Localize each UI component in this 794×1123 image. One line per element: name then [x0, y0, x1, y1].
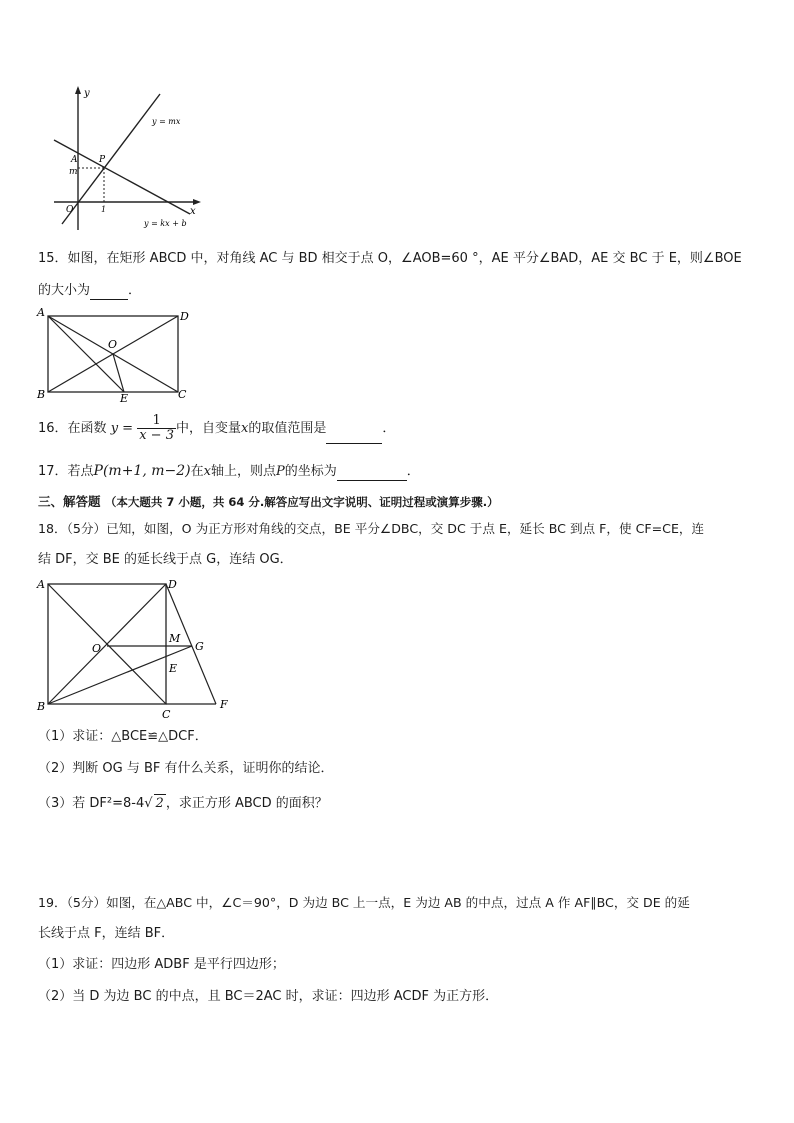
label-point-P: P: [99, 155, 106, 165]
q18-part2: （2）判断 OG 与 BF 有什么关系，证明你的结论．: [38, 761, 334, 776]
section-note: （本大题共 7 小题，共 64 分.解答应写出文字说明、证明过程或演算步骤.）: [104, 495, 499, 509]
q16-answer-blank[interactable]: [326, 429, 382, 444]
q16-text: [38, 414, 395, 444]
q16-var-x: x: [240, 421, 249, 436]
label-E: E: [169, 662, 178, 675]
q16-fraction-numerator: 1: [137, 414, 176, 429]
q17-text: [38, 462, 420, 481]
label-A: A: [37, 578, 45, 591]
q19-part1: （1）求证：四边形 ADBF 是平行四边形；: [38, 957, 285, 972]
q17-var-x: x: [203, 464, 211, 479]
label-m: m: [69, 167, 78, 177]
label-G: G: [195, 640, 204, 653]
q17-answer-blank[interactable]: [337, 466, 407, 481]
q15-text-line2: [38, 282, 141, 300]
label-B: B: [37, 700, 46, 713]
label-point-A: A: [71, 155, 78, 165]
label-A: A: [37, 306, 45, 319]
label-F: F: [220, 698, 228, 711]
label-D: D: [180, 310, 189, 323]
coordinate-graph-figure: [48, 84, 208, 232]
q18-text-line2: 结 DF，交 BE 的延长线于点 G，连结 OG．: [38, 552, 293, 567]
label-C: C: [162, 708, 171, 721]
q15-prefix: 的大小为: [38, 283, 91, 298]
label-line-kxb: y = kx + b: [144, 219, 187, 228]
q16-suffix: 的取值范围是: [248, 421, 327, 436]
x-axis-arrow: [193, 199, 201, 205]
label-D: D: [168, 578, 177, 591]
label-M: M: [169, 632, 181, 645]
q17-prefix: 17．若点: [38, 464, 94, 479]
label-E: E: [120, 392, 129, 404]
label-one: 1: [101, 205, 107, 214]
q17-middle3: 的坐标为: [284, 464, 337, 479]
q15-suffix: ．: [128, 283, 142, 298]
q17-middle2: 轴上，则点: [210, 464, 276, 479]
square-abcd-figure: [34, 574, 244, 722]
q16-prefix: 16．在函数: [38, 421, 107, 436]
q16-func-y: y =: [110, 421, 134, 436]
rectangle-abcd-figure: [34, 306, 204, 404]
q15-answer-blank[interactable]: [90, 285, 128, 300]
q17-point: P(m+1, m−2): [93, 463, 191, 479]
label-B: B: [37, 388, 46, 401]
y-axis-arrow: [75, 86, 81, 94]
q17-var-P: P: [276, 464, 285, 479]
q19-text-line1: 19．（5分）如图，在△ABC 中，∠C＝90°，D 为边 BC 上一点，E 为边 AB 的中点，过点 A 作 AF∥BC，交 DE 的延: [38, 895, 690, 910]
label-line-mx: y = mx: [152, 117, 181, 126]
q16-end: ．: [382, 421, 396, 436]
q16-fraction: [137, 414, 176, 443]
q18-part3-radicand: 2: [155, 796, 164, 811]
q19-text-line2: 长线于点 F，连结 BF．: [38, 926, 175, 941]
label-C: C: [178, 388, 187, 401]
label-O: O: [92, 642, 102, 655]
q18-part3-suffix: ，求正方形 ABCD 的面积？: [165, 796, 328, 811]
q15-text-line1: 15．如图，在矩形 ABCD 中，对角线 AC 与 BD 相交于点 O，∠AOB=60 °，AE 平分∠BAD，AE 交 BC 于 E，则∠BOE: [38, 251, 742, 266]
q16-middle: 中，自变量: [175, 421, 241, 436]
q17-middle1: 在: [190, 464, 204, 479]
segment-bg: [48, 646, 192, 704]
q18-part3-prefix: （3）若 DF²=8-4: [38, 796, 145, 811]
q18-part3: [38, 794, 328, 813]
q18-part1: （1）求证：△BCE≌△DCF．: [38, 729, 208, 744]
section-header: [38, 493, 499, 511]
line-y-kx-b: [54, 140, 190, 214]
q16-fraction-denominator: x − 3: [139, 428, 174, 443]
q19-part2: （2）当 D 为边 BC 的中点，且 BC＝2AC 时，求证：四边形 ACDF 为正方形．: [38, 989, 499, 1004]
section-title: 三、解答题: [38, 494, 101, 509]
q18-text-line1: 18．（5分）已知，如图，O 为正方形对角线的交点，BE 平分∠DBC，交 DC 于点 E，延长 BC 到点 F，使 CF=CE，连: [38, 521, 705, 536]
label-x-axis: x: [190, 206, 196, 217]
label-origin-O: O: [66, 205, 74, 215]
sqrt-symbol: √: [144, 796, 153, 811]
label-O: O: [108, 338, 118, 351]
q17-end: ．: [406, 464, 420, 479]
label-y-axis: y: [84, 88, 90, 99]
